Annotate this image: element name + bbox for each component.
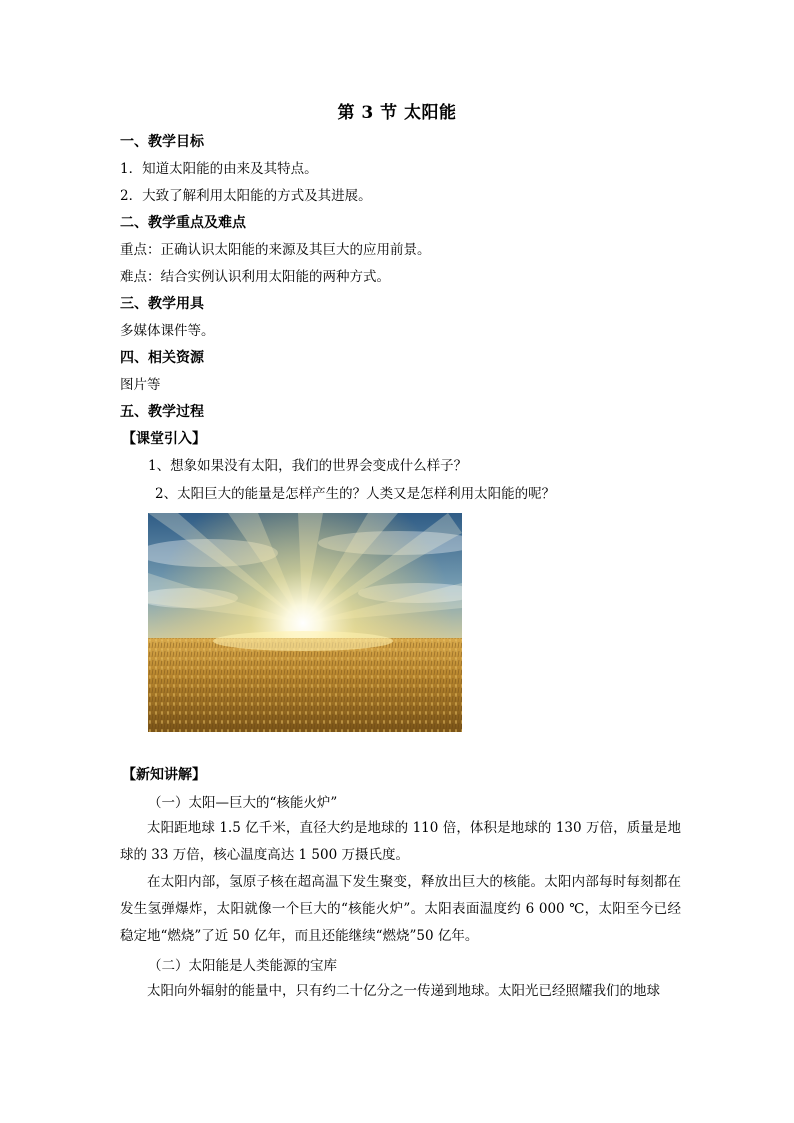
paragraph-nuclear-fusion: 在太阳内部，氢原子核在超高温下发生聚变，释放出巨大的核能。太阳内部每时每刻都在发生氢弹爆炸，太阳就像一个巨大的“核能火炉”。太阳表面温度约 6 000 ℃，太阳至今已经稳定地“燃烧”了近 50 亿年，而且还能继续“燃烧”50 亿年。 — [120, 874, 681, 944]
paragraph-energy-treasury: 太阳向外辐射的能量中，只有约二十亿分之一传递到地球。太阳光已经照耀我们的地球 — [147, 983, 660, 999]
page-title: 第 3 节 太阳能 — [337, 103, 457, 123]
intro-question-1: 1、想象如果没有太阳，我们的世界会变成什么样子？ — [148, 458, 468, 474]
paragraph-sun-facts: 太阳距地球 1.5 亿千米，直径大约是地球的 110 倍，体积是地球的 130 万倍，质量是地球的 33 万倍，核心温度高达 1 500 万摄氏度。 — [120, 820, 681, 863]
difficulty-text: 难点：结合实例认识利用太阳能的两种方式。 — [120, 269, 390, 285]
section-heading-resources: 四、相关资源 — [120, 350, 204, 366]
section-heading-key-points: 二、教学重点及难点 — [120, 215, 246, 231]
subsection-1-heading: （一）太阳—巨大的“核能火炉” — [148, 795, 338, 811]
intro-question-2: 2、太阳巨大的能量是怎样产生的？人类又是怎样利用太阳能的呢？ — [155, 486, 556, 502]
intro-label: 【课堂引入】 — [122, 431, 206, 447]
section-heading-tools: 三、教学用具 — [120, 296, 204, 312]
objective-item-2: 2．大致了解利用太阳能的方式及其进展。 — [120, 188, 372, 204]
section-heading-objectives: 一、教学目标 — [120, 134, 204, 150]
section-heading-process: 五、教学过程 — [120, 404, 204, 420]
subsection-2-heading: （二）太阳能是人类能源的宝库 — [148, 958, 337, 974]
objective-item-1: 1．知道太阳能的由来及其特点。 — [120, 161, 318, 177]
new-knowledge-label: 【新知讲解】 — [122, 767, 206, 783]
resources-text: 图片等 — [120, 377, 161, 393]
sunlight-over-wheat-field-image — [148, 513, 462, 732]
key-point-text: 重点：正确认识太阳能的来源及其巨大的应用前景。 — [120, 242, 431, 258]
tools-text: 多媒体课件等。 — [120, 323, 215, 339]
